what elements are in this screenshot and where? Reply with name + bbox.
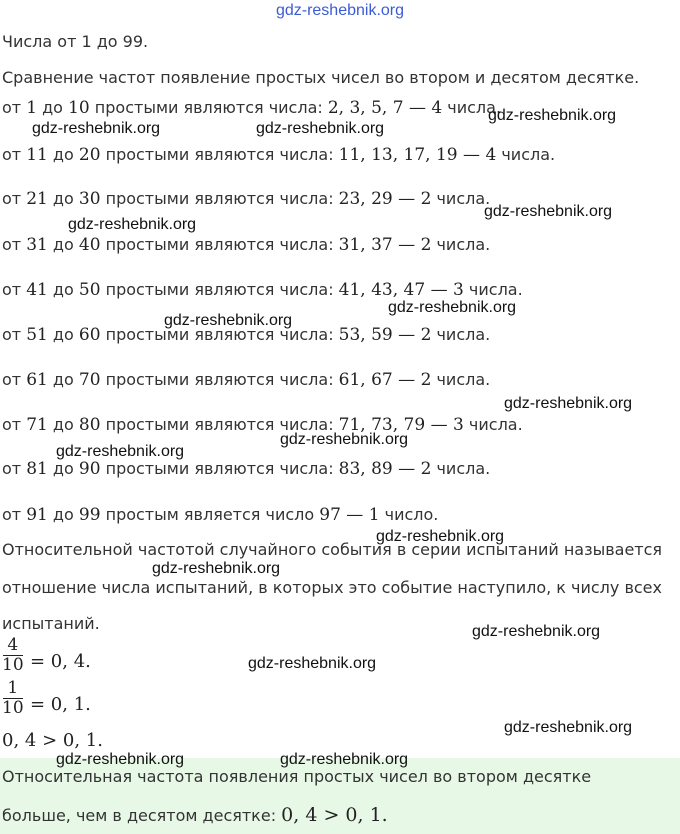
range-mid: до bbox=[37, 98, 69, 117]
prime-range-line bbox=[2, 459, 490, 479]
range-text: простыми являются числа: bbox=[100, 235, 339, 254]
range-b: 20 bbox=[78, 145, 101, 165]
range-unit: числа. bbox=[431, 370, 491, 389]
range-dash: — bbox=[425, 415, 453, 435]
range-text: простыми являются числа: bbox=[100, 280, 339, 299]
range-unit: числа. bbox=[463, 280, 523, 299]
range-mid: до bbox=[47, 370, 79, 389]
definition-line-2: отношение числа испытаний, в которых это событие наступило, к числу всех bbox=[2, 578, 662, 597]
range-mid: до bbox=[47, 189, 79, 208]
range-text: простыми являются числа: bbox=[100, 145, 339, 164]
range-count: 4 bbox=[431, 98, 443, 118]
range-nums: 71, 73, 79 bbox=[338, 415, 426, 435]
range-count: 2 bbox=[420, 235, 432, 255]
range-lead: от bbox=[2, 235, 27, 254]
fraction-result-2: = 0, 1. bbox=[30, 694, 91, 715]
range-unit: числа. bbox=[463, 415, 523, 434]
fraction-1-10 bbox=[2, 679, 24, 718]
range-dash: — bbox=[392, 370, 421, 390]
prime-range-line bbox=[2, 145, 555, 165]
answer-box bbox=[0, 758, 680, 834]
watermark: gdz-reshebnik.org bbox=[504, 719, 633, 736]
range-b: 90 bbox=[78, 459, 101, 479]
range-nums: 31, 37 bbox=[338, 235, 393, 255]
range-mid: до bbox=[47, 280, 79, 299]
fraction-numerator: 4 bbox=[7, 635, 19, 655]
range-a: 71 bbox=[26, 415, 48, 435]
watermark: gdz-reshebnik.org bbox=[164, 312, 293, 329]
watermark: gdz-reshebnik.org bbox=[484, 203, 613, 220]
answer-math: 0, 4 > 0, 1. bbox=[281, 804, 388, 826]
watermark: gdz-reshebnik.org bbox=[32, 120, 161, 137]
range-unit: числа. bbox=[431, 235, 491, 254]
range-text: простыми являются числа: bbox=[100, 415, 339, 434]
watermark: gdz-reshebnik.org bbox=[152, 560, 281, 577]
range-lead: от bbox=[2, 189, 27, 208]
range-b: 10 bbox=[68, 98, 90, 118]
range-dash: — bbox=[392, 325, 421, 345]
range-b: 80 bbox=[78, 415, 101, 435]
range-text: простым является число bbox=[100, 505, 320, 524]
range-lead: от bbox=[2, 145, 27, 164]
range-count: 2 bbox=[420, 370, 432, 390]
range-mid: до bbox=[47, 459, 79, 478]
range-nums: 41, 43, 47 bbox=[338, 280, 426, 300]
range-a: 41 bbox=[26, 280, 48, 300]
range-mid: до bbox=[47, 235, 79, 254]
range-b: 60 bbox=[78, 325, 101, 345]
range-dash: — bbox=[457, 145, 486, 165]
site-header-watermark[interactable]: gdz-reshebnik.org bbox=[275, 2, 405, 19]
comparison-title: Сравнение частот появление простых чисел во втором и десятом десятке. bbox=[2, 68, 640, 87]
prime-range-line bbox=[2, 370, 490, 390]
range-dash: — bbox=[392, 459, 421, 479]
range-nums: 23, 29 bbox=[338, 189, 393, 209]
fraction-denominator: 10 bbox=[2, 698, 24, 718]
range-a: 1 bbox=[26, 98, 38, 118]
range-text: простыми являются числа: bbox=[100, 189, 339, 208]
range-dash: — bbox=[403, 98, 432, 118]
range-count: 3 bbox=[453, 280, 464, 300]
range-text: простыми являются числа: bbox=[89, 98, 328, 117]
range-unit: числа. bbox=[496, 145, 556, 164]
prime-range-line bbox=[2, 415, 523, 435]
watermark: gdz-reshebnik.org bbox=[388, 299, 517, 316]
range-nums: 83, 89 bbox=[338, 459, 393, 479]
range-nums: 11, 13, 17, 19 bbox=[338, 145, 458, 165]
range-lead: от bbox=[2, 370, 27, 389]
range-count: 2 bbox=[420, 325, 432, 345]
range-unit: числа. bbox=[442, 98, 502, 117]
range-text: простыми являются числа: bbox=[100, 325, 339, 344]
range-a: 11 bbox=[26, 145, 48, 165]
range-count: 3 bbox=[453, 415, 464, 435]
range-lead: от bbox=[2, 280, 27, 299]
range-dash: — bbox=[392, 189, 421, 209]
range-mid: до bbox=[47, 325, 79, 344]
watermark: gdz-reshebnik.org bbox=[256, 120, 385, 137]
range-count: 2 bbox=[420, 459, 432, 479]
range-nums: 2, 3, 5, 7 bbox=[327, 98, 404, 118]
prime-range-line bbox=[2, 98, 501, 118]
range-unit: числа. bbox=[431, 189, 491, 208]
range-count: 1 bbox=[368, 505, 380, 525]
range-a: 61 bbox=[26, 370, 48, 390]
inequality: 0, 4 > 0, 1. bbox=[2, 730, 103, 751]
prime-range-line bbox=[2, 505, 438, 525]
range-b: 40 bbox=[78, 235, 101, 255]
range-nums: 97 bbox=[319, 505, 341, 525]
range-a: 81 bbox=[26, 459, 48, 479]
watermark: gdz-reshebnik.org bbox=[280, 431, 409, 448]
range-lead: от bbox=[2, 459, 27, 478]
watermark: gdz-reshebnik.org bbox=[68, 216, 197, 233]
intro-text: Числа от 1 до 99. bbox=[2, 32, 149, 51]
fraction-denominator: 10 bbox=[2, 655, 24, 675]
watermark: gdz-reshebnik.org bbox=[504, 395, 633, 412]
watermark: gdz-reshebnik.org bbox=[472, 623, 601, 640]
answer-line-1: Относительная частота появления простых чисел во втором десятке bbox=[2, 767, 592, 786]
range-text: простыми являются числа: bbox=[100, 370, 339, 389]
answer-text: больше, чем в десятом десятке: bbox=[2, 806, 282, 825]
range-mid: до bbox=[47, 415, 79, 434]
range-nums: 53, 59 bbox=[338, 325, 393, 345]
watermark: gdz-reshebnik.org bbox=[280, 751, 409, 768]
range-count: 4 bbox=[485, 145, 497, 165]
range-b: 30 bbox=[78, 189, 101, 209]
fraction-4-10 bbox=[2, 636, 24, 675]
range-nums: 61, 67 bbox=[338, 370, 393, 390]
range-a: 51 bbox=[26, 325, 48, 345]
prime-range-line bbox=[2, 189, 490, 209]
range-lead: от bbox=[2, 415, 27, 434]
range-a: 91 bbox=[26, 505, 48, 525]
answer-line-2 bbox=[2, 805, 388, 826]
prime-range-line bbox=[2, 280, 523, 300]
prime-range-line bbox=[2, 235, 490, 255]
range-b: 99 bbox=[78, 505, 101, 525]
range-unit: число. bbox=[379, 505, 439, 524]
range-dash: — bbox=[425, 280, 453, 300]
range-b: 50 bbox=[78, 280, 101, 300]
fraction-numerator: 1 bbox=[7, 678, 19, 698]
watermark: gdz-reshebnik.org bbox=[56, 751, 185, 768]
range-lead: от bbox=[2, 505, 27, 524]
range-unit: числа. bbox=[431, 325, 491, 344]
range-mid: до bbox=[47, 145, 79, 164]
range-lead: от bbox=[2, 325, 27, 344]
range-lead: от bbox=[2, 98, 27, 117]
range-b: 70 bbox=[78, 370, 101, 390]
range-unit: числа. bbox=[431, 459, 491, 478]
range-text: простыми являются числа: bbox=[100, 459, 339, 478]
range-dash: — bbox=[392, 235, 421, 255]
fraction-result-1: = 0, 4. bbox=[30, 651, 91, 672]
watermark: gdz-reshebnik.org bbox=[248, 655, 377, 672]
definition-line-3: испытаний. bbox=[2, 614, 100, 633]
watermark: gdz-reshebnik.org bbox=[488, 107, 617, 124]
watermark: gdz-reshebnik.org bbox=[56, 443, 185, 460]
watermark: gdz-reshebnik.org bbox=[376, 528, 505, 545]
range-mid: до bbox=[47, 505, 79, 524]
definition-line-1: Относительной частотой случайного события в серии испытаний называется bbox=[2, 540, 663, 559]
range-a: 31 bbox=[26, 235, 48, 255]
range-count: 2 bbox=[420, 189, 432, 209]
range-a: 21 bbox=[26, 189, 48, 209]
range-dash: — bbox=[340, 505, 369, 525]
